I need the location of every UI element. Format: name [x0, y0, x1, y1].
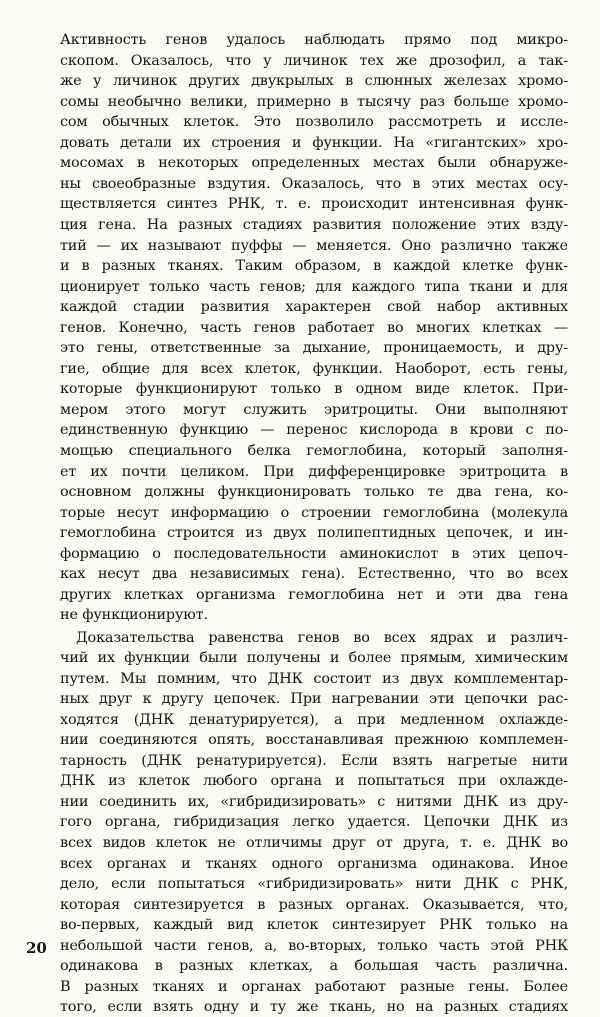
text-line: ет их почти целиком. При дифференцировке эритроцита в [60, 463, 568, 480]
text-line: гемоглобина строится из двух полипептидных цепочек, и ин- [60, 525, 568, 542]
text-line: это гены, ответственные за дыхание, проницаемость, и дру- [60, 340, 568, 357]
text-line: которая синтезируется в разных органах. Оказывается, что, [60, 896, 568, 913]
page-number: 20 [26, 939, 47, 957]
text-line: мером этого могут служить эритроциты. Они выполняют [60, 401, 568, 418]
text-line: сом обычных клеток. Это позволило рассмотреть и иссле- [60, 114, 568, 131]
text-line: и в разных тканях. Таким образом, в каждой клетке функ- [60, 258, 568, 275]
text-line: путем. Мы помним, что ДНК состоит из двух комплементар- [60, 670, 568, 687]
text-line: во-первых, каждый вид клеток синтезирует РНК только на [60, 917, 568, 934]
text-line: довать детали их строения и функции. На «гигантских» хро- [60, 134, 568, 151]
text-line: гого органа, гибридизация легко удается. Цепочки ДНК из [60, 814, 568, 831]
text-line: чий их функции были получены и более прямым, химическим [60, 650, 568, 666]
text-line: ны своеобразные вздутия. Оказалось, что в этих местах осу- [60, 175, 568, 192]
text-line: сомы необычно велики, примерно в тысячу раз больше хромо- [60, 93, 568, 110]
text-line: В разных тканях и органах работают разные гены. Более [60, 978, 568, 995]
text-line: ных друг к другу цепочек. При нагревании эти цепочки рас- [60, 691, 568, 708]
text-line: ционирует только часть генов; для каждого типа ткани и для [60, 278, 568, 295]
text-line: скопом. Оказалось, что у личинок тех же дрозофил, а так- [60, 52, 568, 69]
text-line: мощью специального белка гемоглобина, который заполня- [60, 443, 568, 459]
text-line: генов. Конечно, часть генов работает во многих клетках — [60, 319, 568, 336]
text-line: каждой стадии развития характерен свой набор активных [60, 299, 568, 316]
text-line: одинакова в разных клетках, а большая часть различна. [60, 958, 568, 975]
text-line: единственную функцию — перенос кислорода в крови с по- [60, 422, 568, 439]
text-line: того, если взять одну и ту же ткань, но на разных стадиях [60, 999, 568, 1016]
text-line: ходятся (ДНК денатурируется), а при медленном охлажде- [60, 711, 568, 728]
text-line: нии соединить их, «гибридизировать» с нитями ДНК из дру- [60, 793, 568, 810]
text-line: дело, если попытаться «гибридизировать» нити ДНК с РНК, [60, 876, 568, 893]
text-line: всех органах и тканях одного организма одинакова. Иное [60, 855, 568, 872]
paragraph-start-line: Доказательства равенства генов во всех ядрах и различ- [76, 629, 568, 646]
text-line: основном должны функционировать только те два гена, ко- [60, 484, 568, 501]
text-line: ках несут два независимых гена). Естественно, что во всех [60, 566, 568, 583]
text-line: небольшой части генов, а, во-вторых, только часть этой РНК [60, 937, 568, 954]
text-line: которые функционируют только в одном виде клеток. При- [60, 381, 568, 398]
text-line: не функционируют. [60, 607, 208, 624]
text-line: ция гена. На разных стадиях развития положение этих взду- [60, 217, 568, 233]
text-line: тий — их называют пуффы — меняется. Оно различно также [60, 237, 568, 254]
text-line: нии соединяются опять, восстанавливая прежнюю комплемен- [60, 732, 568, 749]
text-line: ДНК из клеток любого органа и попытаться при охлажде- [60, 773, 568, 790]
text-line: же у личинок других двукрылых в слюнных железах хромо- [60, 73, 568, 90]
text-line: ществляется синтез РНК, т. е. происходит интенсивная функ- [60, 196, 568, 213]
text-line: мосомах в некоторых определенных местах были обнаруже- [60, 155, 568, 172]
text-line: формацию о последовательности аминокислот в этих цепоч- [60, 545, 568, 562]
text-line: торые несут информацию о строении гемоглобина (молекула [60, 504, 568, 521]
text-line: других клетках организма гемоглобина нет и эти два гена [60, 586, 568, 603]
text-line: гие, общие для всех клеток, функции. Наоборот, есть гены, [60, 360, 568, 377]
text-line: Активность генов удалось наблюдать прямо под микро- [60, 32, 568, 48]
text-line: всех видов клеток не отличимы друг от друга, т. е. ДНК во [60, 835, 568, 851]
text-line: тарность (ДНК ренатурируется). Если взять нагретые нити [60, 752, 568, 769]
